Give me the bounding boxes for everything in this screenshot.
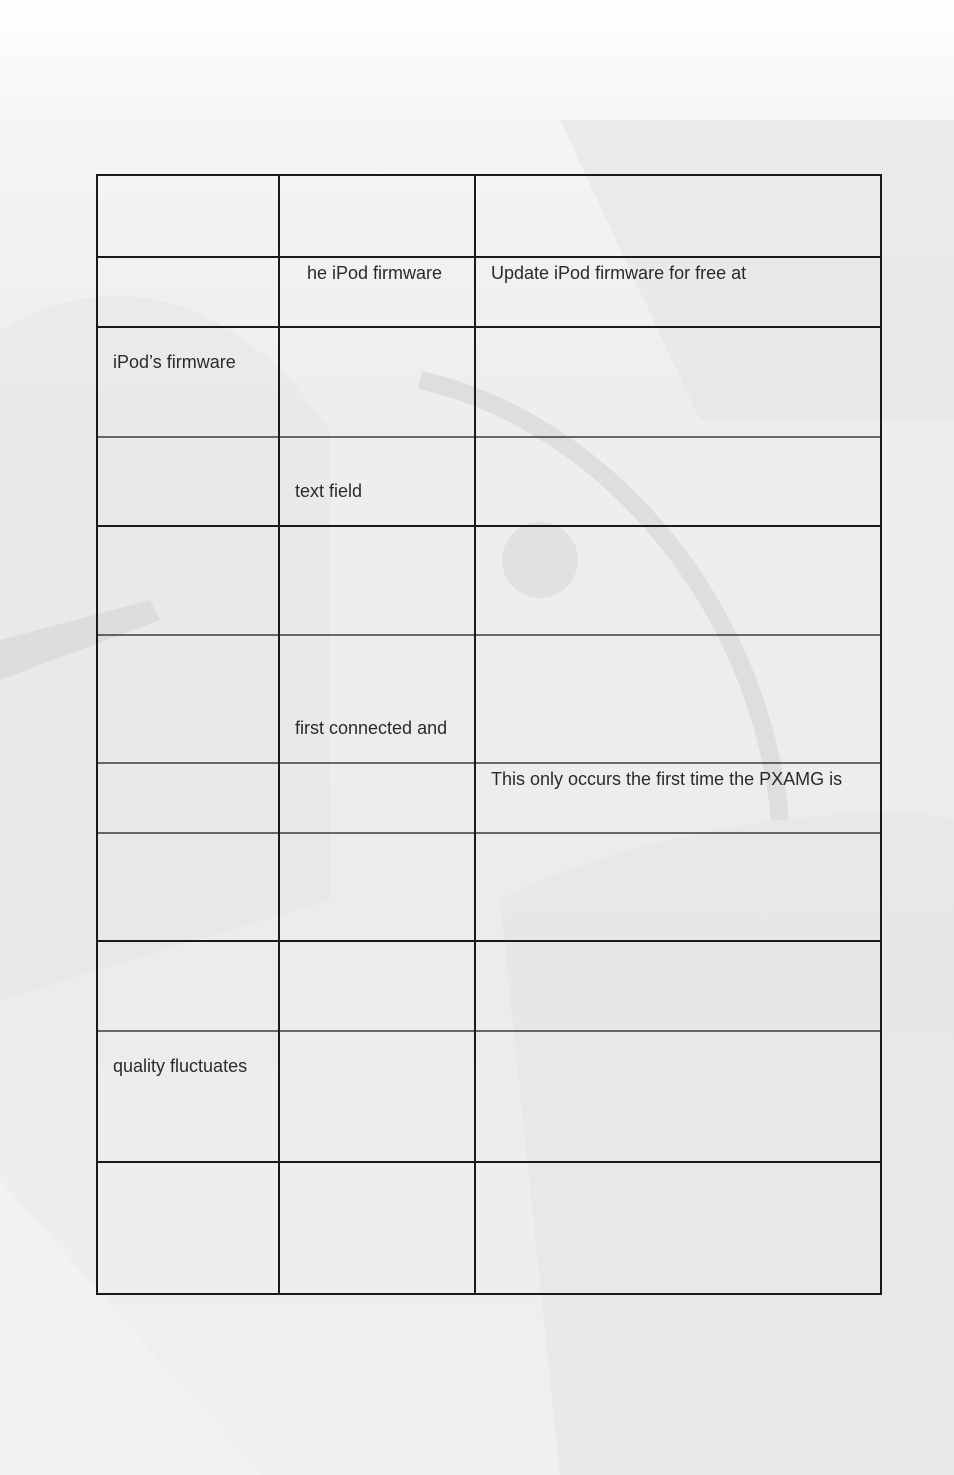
table-cell-text: first connected and xyxy=(295,718,448,738)
table-cell-text: quality fluctuates xyxy=(113,1056,248,1076)
table-grid xyxy=(96,174,882,1295)
troubleshooting-table xyxy=(96,174,882,1295)
table-cell-text: Update iPod firmware for free at xyxy=(491,263,747,283)
table-cell-text: he iPod firmware xyxy=(307,263,443,283)
table-cell-text: text field xyxy=(295,481,363,501)
table-cell-text: iPod’s firmware xyxy=(113,352,236,372)
table-cell-text: This only occurs the first time the PXAMG is xyxy=(491,769,843,789)
